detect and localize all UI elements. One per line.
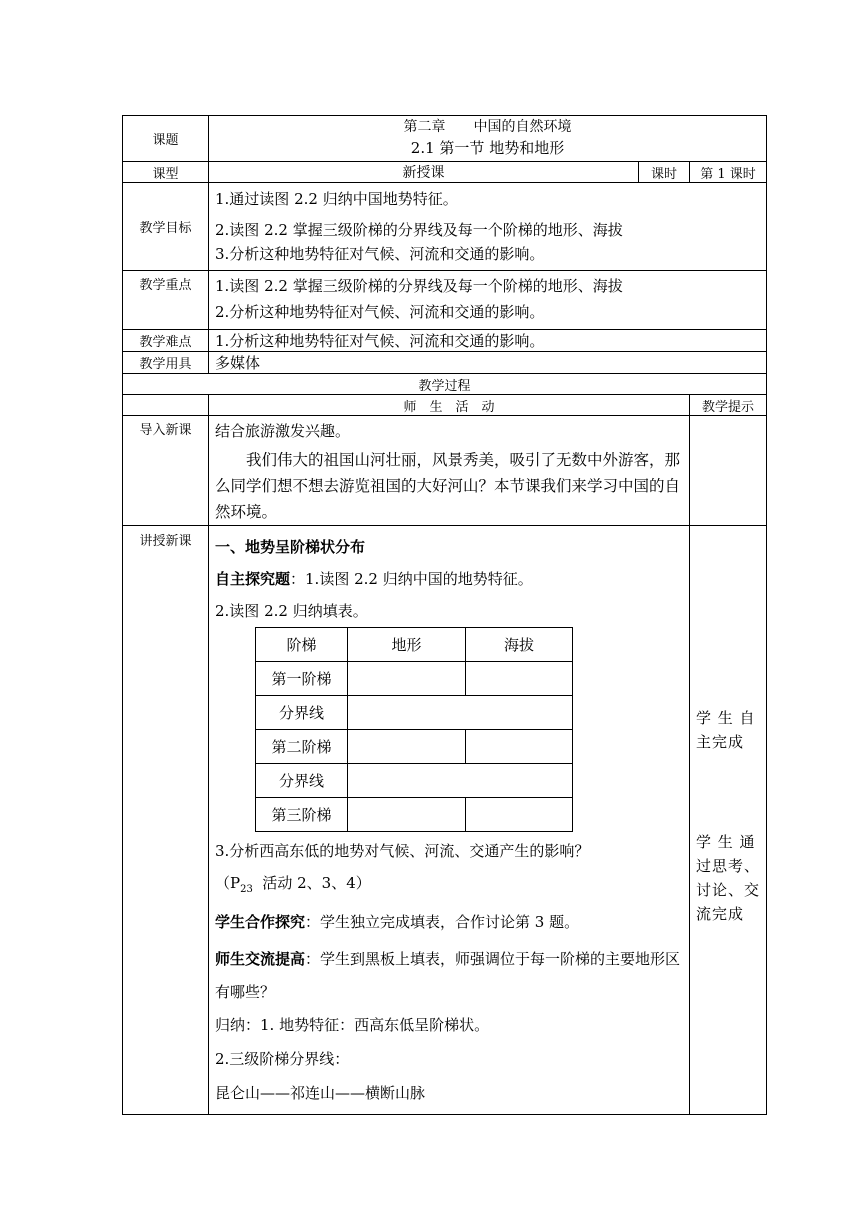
fill-table-header: 海拔 — [466, 628, 573, 662]
fill-table-row-label: 第三阶梯 — [256, 798, 348, 832]
type-label: 课型 — [123, 162, 209, 183]
lecture-label: 讲授新课 — [123, 526, 209, 1115]
coop-label: 学生合作探究 — [215, 913, 306, 931]
goal-item: 2.读图 2.2 掌握三级阶梯的分界线及每一个阶梯的地形、海拔 — [215, 221, 623, 239]
summary-3: 昆仑山——祁连山——横断山脉 — [215, 1084, 426, 1102]
fill-table-row — [256, 798, 573, 832]
question-2: 2.读图 2.2 归纳填表。 — [215, 602, 368, 620]
key-points-row — [123, 271, 767, 330]
key-point-item: 1.读图 2.2 掌握三级阶梯的分界线及每一个阶梯的地形、海拔 — [215, 277, 623, 295]
exchange — [215, 943, 683, 1009]
intro-label: 导入新课 — [123, 416, 209, 526]
summary-1: 归纳：1. 地势特征：西高东低呈阶梯状。 — [215, 1016, 490, 1034]
exchange-text: ：学生到黑板上填表，师强调位于每一阶梯的主要地形区有哪些？ — [215, 950, 681, 1001]
intro-row — [123, 416, 767, 526]
hours-value: 第 1 课时 — [690, 162, 767, 183]
fill-table-header: 地形 — [348, 628, 466, 662]
key-point-item: 2.分析这种地势特征对气候、河流和交通的影响。 — [215, 303, 545, 321]
lecture-row — [123, 526, 767, 1115]
process-header: 教学过程 — [123, 374, 767, 395]
fill-table-row-label: 第一阶梯 — [256, 662, 348, 696]
hint-discuss-complete: 学 生 通过思考、讨论、交流完成 — [696, 833, 761, 923]
activity-header: 师 生 活 动 — [209, 395, 690, 416]
goals-row — [123, 183, 767, 271]
hours-label: 课时 — [639, 162, 690, 183]
fill-table-header: 阶梯 — [256, 628, 348, 662]
fill-table-blank — [348, 764, 573, 798]
question-3: 3.分析西高东低的地势对气候、河流、交通产生的影响？ — [215, 842, 590, 860]
intro-hint-cell — [690, 416, 767, 526]
lecture-hint-cell — [690, 526, 767, 1115]
type-row — [123, 162, 767, 183]
tools-text: 多媒体 — [209, 352, 767, 374]
fill-in-table — [255, 627, 573, 832]
fill-table-row — [256, 696, 573, 730]
exchange-label: 师生交流提高 — [215, 950, 306, 968]
title-row — [123, 116, 767, 162]
goal-item: 1.通过读图 2.2 归纳中国地势特征。 — [215, 190, 458, 208]
fill-table-blank — [466, 798, 573, 832]
fill-table-blank — [348, 696, 573, 730]
fill-table-row — [256, 662, 573, 696]
hint-self-complete: 学 生 自主完成 — [696, 709, 756, 751]
lecture-cell — [209, 526, 690, 1115]
lesson-plan-table — [122, 115, 767, 1115]
intro-line: 结合旅游激发兴趣。 — [215, 422, 351, 440]
fill-table-blank — [348, 798, 466, 832]
hint-header: 教学提示 — [690, 395, 767, 416]
fill-table-header-row — [256, 628, 573, 662]
fill-table-row-label: 第二阶梯 — [256, 730, 348, 764]
tools-row — [123, 352, 767, 374]
fill-table-row — [256, 764, 573, 798]
fill-table-blank — [466, 730, 573, 764]
key-points-cell — [209, 271, 767, 330]
summary-2: 2.三级阶梯分界线： — [215, 1050, 350, 1068]
process-empty-cell — [123, 395, 209, 416]
fill-table-blank — [348, 662, 466, 696]
ref-suffix: 活动 2、3、4） — [252, 874, 371, 892]
goal-item: 3.分析这种地势特征对气候、河流和交通的影响。 — [215, 245, 545, 263]
intro-paragraph: 我们伟大的祖国山河壮丽，风景秀美，吸引了无数中外游客，那么同学们想不想去游览祖国的大好河山？本节课我们来学习中国的自然环境。 — [215, 451, 681, 521]
self-study-label: 自主探究题 — [215, 570, 291, 588]
difficulty-text: 1.分析这种地势特征对气候、河流和交通的影响。 — [209, 330, 767, 352]
section-title: 2.1 第一节 地势和地形 — [410, 139, 565, 157]
title-label: 课题 — [123, 116, 209, 162]
process-subheader-row — [123, 395, 767, 416]
fill-table-row-label: 分界线 — [256, 696, 348, 730]
activity-reference — [215, 872, 683, 901]
key-points-label: 教学重点 — [123, 271, 209, 330]
coop-study — [215, 911, 683, 933]
process-header-row — [123, 374, 767, 395]
ref-prefix: （P — [215, 874, 241, 892]
page-number: 23 — [240, 884, 253, 895]
self-study-question — [215, 568, 683, 590]
tools-label: 教学用具 — [123, 352, 209, 374]
coop-text: ：学生独立完成填表，合作讨论第 3 题。 — [305, 913, 580, 931]
difficulty-label: 教学难点 — [123, 330, 209, 352]
fill-table-blank — [466, 662, 573, 696]
title-cell — [209, 116, 767, 162]
goals-label: 教学目标 — [123, 183, 209, 271]
goals-cell — [209, 183, 767, 271]
fill-table-blank — [348, 730, 466, 764]
fill-table-row-label: 分界线 — [256, 764, 348, 798]
self-study-text: ：1.读图 2.2 归纳中国的地势特征。 — [290, 570, 533, 588]
fill-table-row — [256, 730, 573, 764]
intro-cell — [209, 416, 690, 526]
chapter-title: 第二章 中国的自然环境 — [403, 119, 572, 135]
difficulty-row — [123, 330, 767, 352]
type-value: 新授课 — [209, 162, 639, 183]
lecture-heading: 一、地势呈阶梯状分布 — [215, 538, 366, 556]
